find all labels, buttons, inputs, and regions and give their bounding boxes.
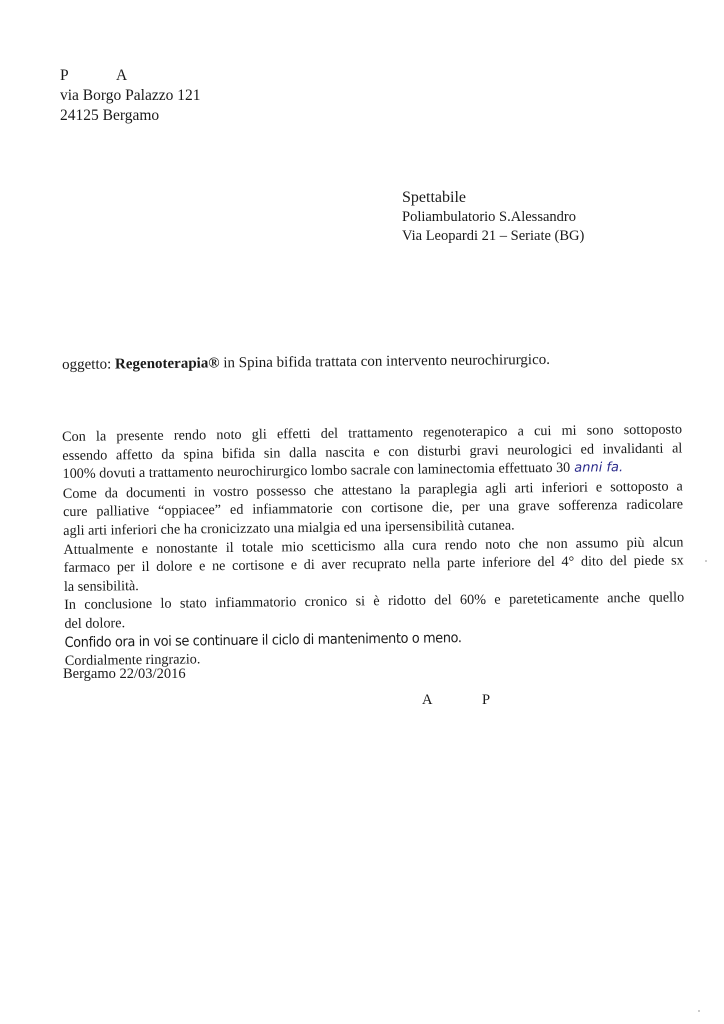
body-line: In conclusione lo stato infiammatorio cronico si è ridotto del 60% e pareteticamente anche quello xyxy=(64,589,685,614)
body-line: cure palliative “oppiacee” ed infiammatorie con cortisone die, per una grave sofferenza radicolare xyxy=(62,496,684,521)
recipient-block xyxy=(402,188,584,246)
signature-block xyxy=(422,692,490,709)
subject-title: Regenoterapia® xyxy=(114,355,220,373)
signature-initial-second: P xyxy=(482,692,491,708)
signature-initial-first: A xyxy=(422,692,433,708)
sender-initials xyxy=(60,66,200,86)
body-line: Come da documenti in vostro possesso che attestano la paraplegia agli arti inferiori e sottoposto a xyxy=(62,478,683,502)
scan-speck xyxy=(705,560,707,562)
letter-body xyxy=(62,420,685,670)
sender-street: via Borgo Palazzo 121 xyxy=(60,87,201,104)
body-line: del dolore. xyxy=(64,615,126,632)
body-line-condensed: Confido ora in voi se continuare il ciclo di mantenimento o meno. xyxy=(64,629,462,651)
scan-speck xyxy=(698,1010,700,1012)
recipient-name: Poliambulatorio S.Alessandro xyxy=(402,209,576,225)
recipient-greeting: Spettabile xyxy=(402,189,466,206)
handwritten-note: anni fa. xyxy=(574,460,624,476)
subject-line xyxy=(62,352,550,374)
body-line: agli arti inferiori che ha cronicizzato una mialgia ed una ipersensibilità cutanea. xyxy=(63,517,515,539)
sender-city: 24125 Bergamo xyxy=(60,107,160,124)
sender-block xyxy=(60,66,200,126)
body-line: Attualmente e nonostante il totale mio scetticismo alla cura rendo noto che non assumo più alcun xyxy=(63,533,684,558)
sender-initial-first: P xyxy=(60,67,69,84)
letter-date: Bergamo 22/03/2016 xyxy=(63,666,186,682)
body-line-closing: Cordialmente ringrazio. xyxy=(64,651,201,670)
subject-text: in Spina bifida trattata con intervento neurochirurgico. xyxy=(223,351,551,372)
recipient-address: Via Leopardi 21 – Seriate (BG) xyxy=(402,228,585,244)
body-line-text: 100% dovuti a trattamento neurochirurgico lombo sacrale con laminectomia effettuato 30 xyxy=(62,459,571,483)
body-line: farmaco per il dolore e ne cortisone e di aver recuprato nella parte inferiore del 4° dito del piede sx xyxy=(63,552,684,577)
subject-label: oggetto: xyxy=(62,356,112,373)
body-line: la sensibilità. xyxy=(63,577,139,595)
body-line: Con la presente rendo noto gli effetti del trattamento regenoterapico a cui mi sono sottoposto xyxy=(62,421,683,445)
sender-initial-second: A xyxy=(116,67,128,84)
body-line: essendo affetto da spina bifida sin dalla nascita e con disturbi gravi neurologici ed invalidanti al xyxy=(62,440,683,464)
